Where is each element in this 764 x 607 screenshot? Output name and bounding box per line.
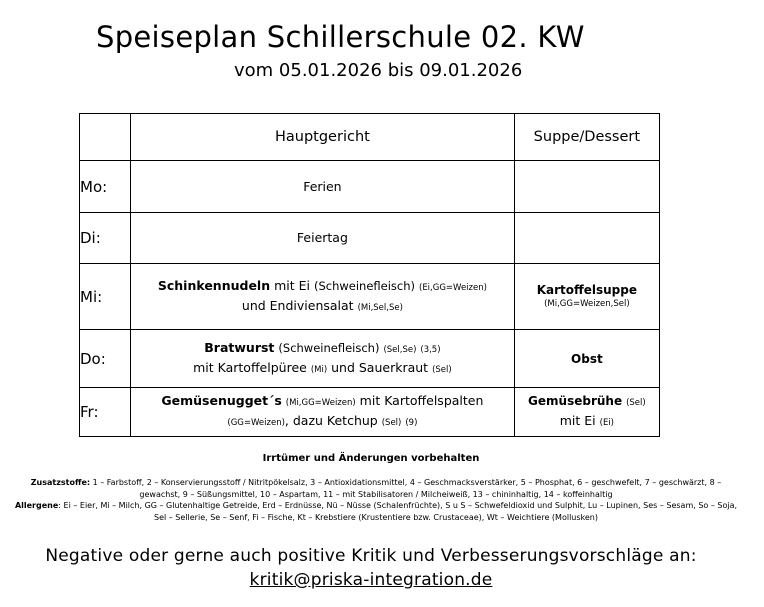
allergens-label: Allergene [14,501,59,510]
side-dish-name: Kartoffelsuppe [536,282,637,297]
main-dish-line-2 [131,359,514,379]
allergen-codes: (Sel) [432,364,452,375]
allergen-codes: (Ei) [599,418,614,428]
header-day-cell [80,114,131,161]
side-dish-cell [514,330,659,388]
allergens-legend [10,500,742,523]
additives-text: 1 – Farbstoff, 2 – Konservierungsstoff / Nitritpökelsalz, 3 – Antioxidationsmittel, 4 – Geschmacksverstärker, 5 – Phosphat, 6 – geschwefelt, 7 – geschwärzt, 8 – gewachst, 9 – Süßungsmittel, 10 – Aspartam, 11 – mit Stabilisatoren / Milcheiweiß, 13 – chininhaltig, 14 – koffeinhaltig [90,478,722,499]
main-dish-text: mit Kartoffelspalten [355,393,484,408]
main-dish-line-1 [131,339,514,359]
side-dish-name: Obst [571,351,603,366]
main-dish-cell [131,161,515,213]
table-row-friday [80,388,660,437]
email-line [0,570,742,590]
side-dish-name: Gemüsebrühe [528,394,623,408]
side-dish-cell [514,388,659,437]
allergen-codes: (Mi,GG=Weizen) [285,398,356,408]
day-label: Fr: [80,388,131,437]
side-dish-text: mit Ei [559,413,596,428]
additive-codes: (9) [405,418,418,428]
allergen-codes: (Mi,Sel,Se) [357,302,403,313]
feedback-email-link[interactable]: kritik@priska-integration.de [249,570,493,590]
header-soup-dessert: Suppe/Dessert [514,114,659,161]
main-dish-text: und Sauerkraut [331,359,429,375]
table-row-monday [80,161,660,213]
day-label: Mo: [80,161,131,213]
main-dish-line-1 [131,392,514,412]
table-header-row [80,114,660,161]
day-label: Mi: [80,264,131,330]
day-label: Do: [80,330,131,388]
side-dish-cell [514,161,659,213]
allergen-codes: (Ei,GG=Weizen) [419,282,487,293]
main-dish-text: Ferien [303,178,342,194]
meat-type: (Schweinefleisch) [313,278,416,293]
legend [10,477,742,523]
allergen-codes: (Mi) [310,364,328,375]
allergen-codes: (Sel) [626,398,646,408]
main-dish-name: Schinkennudeln [157,277,271,293]
table-row-thursday [80,330,660,388]
table-row-wednesday [80,264,660,330]
main-dish-cell [131,264,515,330]
allergens-text: : Ei – Eier, Mi – Milch, GG – Glutenhaltige Getreide, Erd – Erdnüsse, Nü – Nüsse (Schalenfrüchte), S u S – Schwefeldioxid und Sulphit, Lu – Lupinen, Ses – Sesam, So – Soja, Sel – Sellerie, Se – Senf, Fi – Fische, Kt – Krebstiere (Krustentiere bzw. Crustaceae), Wt – Weichtiere (Mollusken) [58,501,738,522]
date-range: vom 05.01.2026 bis 09.01.2026 [234,60,523,81]
main-dish-text: Feiertag [296,230,348,245]
menu-table [79,113,660,437]
main-dish-cell [131,388,515,437]
main-dish-text: , dazu Ketchup [284,413,378,428]
additives-legend [10,477,742,500]
disclaimer: Irrtümer und Änderungen vorbehalten [262,453,480,464]
main-dish-cell [131,213,515,264]
main-dish-line-2 [131,412,514,432]
allergen-codes: (Sel) [381,418,402,428]
additives-label: Zusatzstoffe: [30,478,91,487]
main-dish-text: mit Kartoffelpüree [193,359,307,375]
main-dish-line-2 [131,297,514,317]
main-dish-line-1 [131,277,514,297]
allergen-codes: (Mi,GG=Weizen,Sel) [544,298,630,309]
allergen-codes: (Sel,Se) [383,344,417,355]
meat-type: (Schweinefleisch) [278,340,380,355]
side-dish-cell [514,213,659,264]
side-dish-cell [514,264,659,330]
additive-codes: (3,5) [420,344,441,355]
allergen-codes: (GG=Weizen) [227,418,285,428]
header-main-dish: Hauptgericht [131,114,515,161]
feedback-text: Negative oder gerne auch positive Kritik und Verbesserungsvorschläge an: [45,546,697,566]
page-title: Speiseplan Schillerschule 02. KW [96,20,585,54]
main-dish-name: Bratwurst [204,339,275,355]
main-dish-text: mit Ei [270,277,314,293]
main-dish-text: und Endiviensalat [241,297,354,313]
main-dish-name: Gemüsenugget´s [161,393,282,408]
main-dish-cell [131,330,515,388]
day-label: Di: [80,213,131,264]
table-row-tuesday [80,213,660,264]
